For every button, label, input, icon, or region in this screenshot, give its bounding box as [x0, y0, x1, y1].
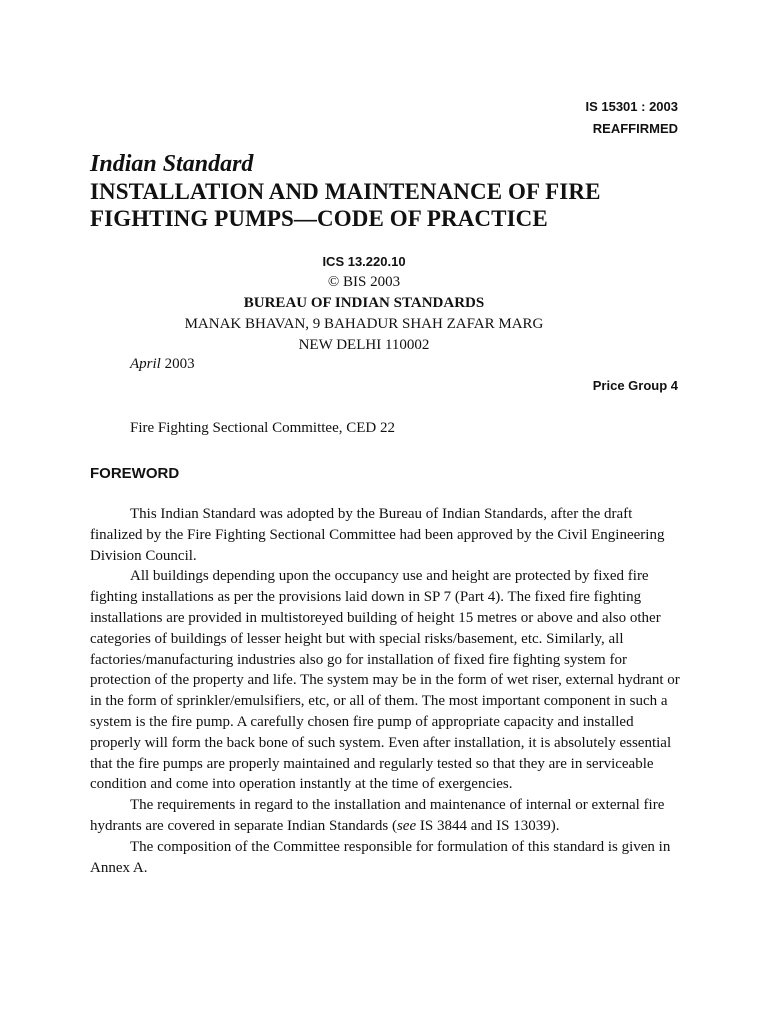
publisher-block — [0, 252, 768, 356]
foreword-paragraph-3-text-a: The requirements in regard to the installation and maintenance of internal or external fire hydrants are covered in separate Indian Standards ( — [90, 797, 665, 834]
publication-month: April — [130, 356, 161, 372]
address-line-2: NEW DELHI 110002 — [298, 337, 430, 353]
foreword-body — [90, 504, 680, 878]
bureau-name: BUREAU OF INDIAN STANDARDS — [243, 295, 485, 311]
document-number: IS 15301 : 2003 — [585, 99, 678, 114]
foreword-heading: FOREWORD — [90, 465, 180, 482]
publication-date — [130, 356, 195, 373]
reaffirmed-status: REAFFIRMED — [592, 121, 678, 136]
title-line-1: INSTALLATION AND MAINTENANCE OF FIRE — [90, 179, 601, 204]
publication-year: 2003 — [164, 356, 195, 372]
foreword-paragraph-3 — [90, 795, 680, 837]
address-line-1: MANAK BHAVAN, 9 BAHADUR SHAH ZAFAR MARG — [184, 316, 544, 332]
committee-name: Fire Fighting Sectional Committee, CED 22 — [130, 420, 395, 436]
foreword-paragraph-1: This Indian Standard was adopted by the Bureau of Indian Standards, after the draft finalized by the Fire Fighting Sectional Committee had been approved by the Civil Engineering Division Council. — [90, 506, 665, 564]
ics-code: ICS 13.220.10 — [322, 254, 406, 269]
foreword-paragraph-3-see: see — [396, 817, 417, 834]
foreword-paragraph-4: The composition of the Committee responsible for formulation of this standard is given in Annex A. — [90, 838, 671, 876]
price-group: Price Group 4 — [592, 378, 678, 393]
foreword-paragraph-2: All buildings depending upon the occupancy use and height are protected by fixed fire fighting installations as per the provisions laid down in SP 7 (Part 4). The fixed fire fighting installations are provided in multistoreyed building of height 15 metres or above and also other categories of buildings of lesser height but with special risks/basement, etc. Similarly, all factories/manufacturing industries also go for installation of fixed fire fighting system for protection of the property and life. The system may be in the form of wet riser, external hydrant or in the form of sprinkler/emulsifiers, etc, or all of them. The most important component in such a system is the fire pump. A carefully chosen fire pump of appropriate capacity and installed properly will form the back bone of such system. Even after installation, it is absolutely essential that the fire pumps are properly maintained and regularly tested so that they are in serviceable condition and come into operation instantly at the time of exergencies. — [90, 568, 680, 793]
title-block — [90, 150, 690, 232]
title-line-2: FIGHTING PUMPS—CODE OF PRACTICE — [90, 206, 548, 231]
copyright-notice: © BIS 2003 — [327, 274, 401, 290]
standard-label: Indian Standard — [90, 151, 254, 177]
document-code-block — [585, 96, 678, 140]
foreword-paragraph-3-text-b: IS 3844 and IS 13039). — [416, 817, 560, 834]
